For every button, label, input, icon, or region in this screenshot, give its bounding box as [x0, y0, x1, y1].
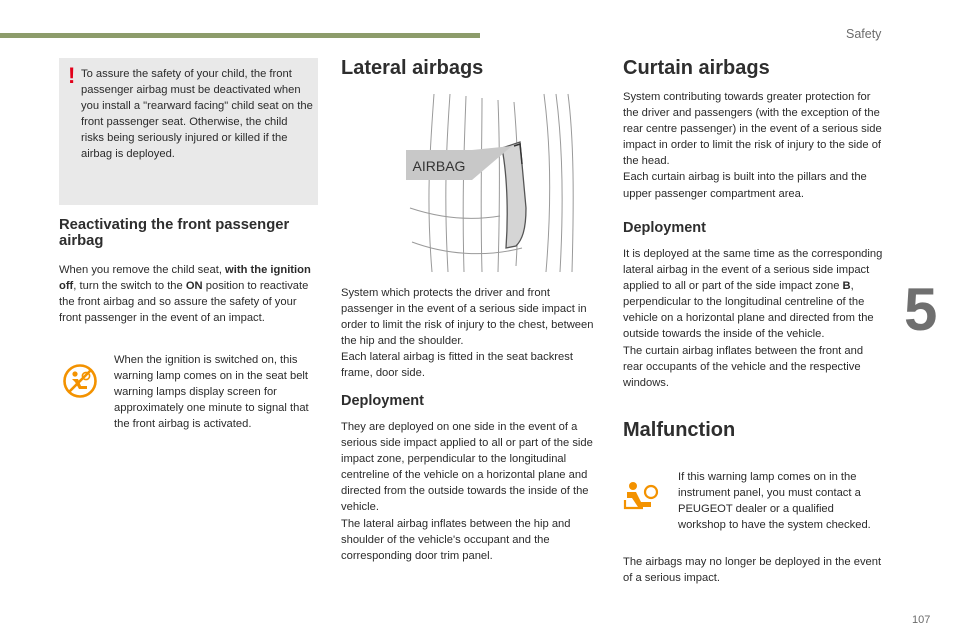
airbag-fault-warning-icon — [621, 478, 661, 514]
curtain-deployment-heading: Deployment — [623, 220, 706, 236]
airbag-label: AIRBAG — [412, 158, 466, 174]
lateral-airbags-description: System which protects the driver and front passenger in the event of a serious side impact in order to limit the risk of injury to the chest, between the hip and the shoulder. Each lateral airbag is fitted in the seat backrest frame, door side. — [341, 287, 594, 380]
lateral-airbag-illustration — [404, 90, 576, 276]
warning-text: To assure the safety of your child, the front passenger airbag must be deactivated when you install a "rearward facing" child seat on the front passenger seat. Otherwise, the child risks being seriously injured or killed if the airbag is deployed. — [81, 68, 313, 161]
curtain-airbags-heading: Curtain airbags — [623, 57, 770, 79]
chapter-number: 5 — [904, 276, 938, 343]
reactivating-paragraph: When you remove the child seat, with the ignition off, turn the switch to the ON position to reactivate the front airbag and so assure the safety of your front passenger in the event of an impact. — [59, 264, 311, 325]
warning-box — [59, 58, 318, 205]
malfunction-note: The airbags may no longer be deployed in the event of a serious impact. — [623, 556, 882, 585]
header-accent-bar — [0, 33, 480, 38]
section-title: Safety — [846, 27, 882, 41]
curtain-airbags-description: System contributing towards greater protection for the driver and passengers (with the exception of the rear centre passenger) in the event of a serious side impact in order to limit the risk of injury to the side of the head. Each curtain airbag is built into the pillars and the upper passenger compartment area. — [623, 91, 882, 200]
curtain-deployment-text: It is deployed at the same time as the corresponding lateral airbag in the event of a serious side impact applied to all or part of the side impact zone B, perpendicular to the longitudinal centreline of the vehicle on a horizontal plane and directed from the outside towards the inside of the vehicle. The curtain airbag inflates between the front and rear occupants of the vehicle and the respective windows. — [623, 248, 883, 389]
lateral-airbags-heading: Lateral airbags — [341, 57, 484, 79]
lateral-deployment-text: They are deployed on one side in the event of a serious side impact applied to all or part of the side impact zone, perpendicular to the longitudinal centreline of the vehicle on a horizontal plane and directed from the outside towards the inside of the vehicle. The lateral airbag inflates between the hip and shoulder of the vehicle's occupant and the corresponding door trim panel. — [341, 421, 593, 562]
exclamation-icon: ! — [68, 63, 76, 88]
lateral-deployment-heading: Deployment — [341, 393, 424, 409]
reactivating-heading: Reactivating the front passenger airbag — [59, 217, 290, 249]
malfunction-heading: Malfunction — [623, 419, 736, 441]
airbag-off-lamp-text: When the ignition is switched on, this warning lamp comes on in the seat belt warning lamps display screen for approximately one minute to signal that the front airbag is activated. — [114, 354, 309, 431]
airbag-off-warning-icon — [59, 360, 101, 402]
airbag-fault-lamp-text: If this warning lamp comes on in the instrument panel, you must contact a PEUGEOT dealer or a qualified workshop to have the system checked. — [678, 471, 871, 532]
page-number: 107 — [912, 614, 931, 626]
